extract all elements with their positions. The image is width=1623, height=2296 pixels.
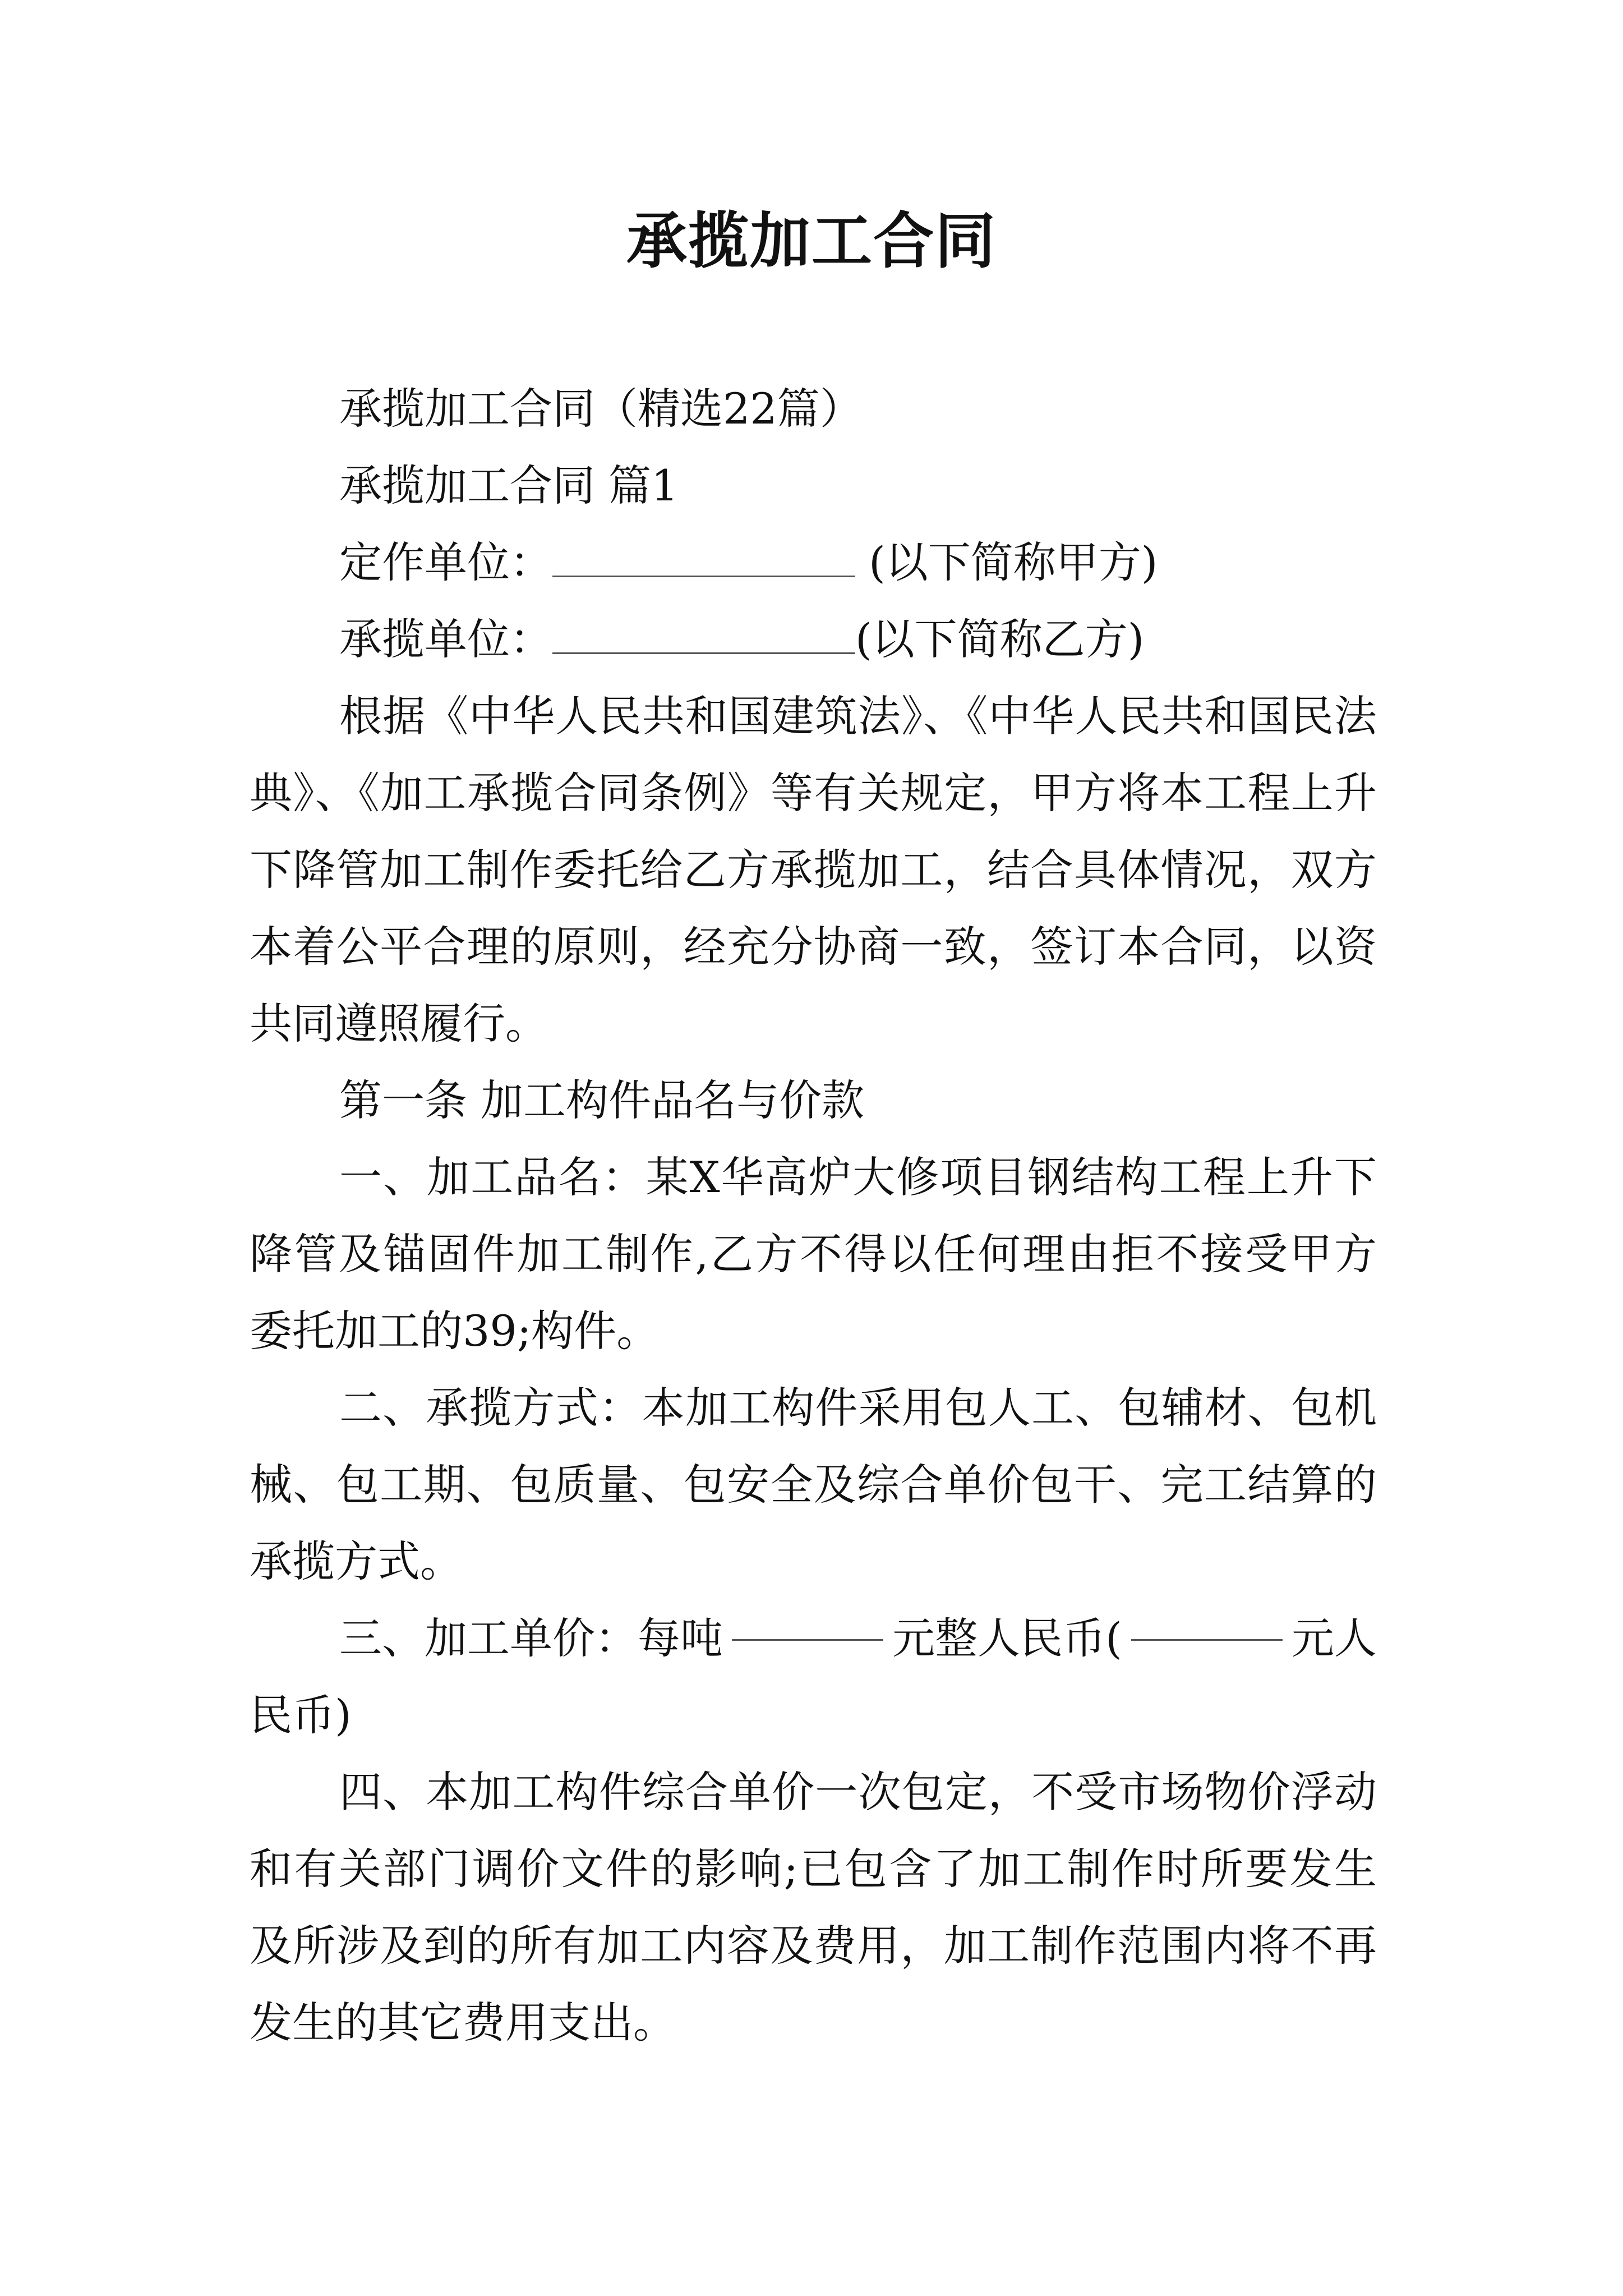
price-blank-2: [1131, 1600, 1283, 1641]
intro-line: 共同遵照履行。: [250, 999, 548, 1048]
item3-line: [250, 1600, 1377, 1677]
party-a-label: 定作单位：: [339, 537, 552, 587]
party-b-label: 承揽单位：: [339, 614, 552, 664]
item3-part2: 元整人民币(: [892, 1613, 1122, 1663]
intro-line: 下降管加工制作委托给乙方承揽加工，结合具体情况，双方: [250, 845, 1377, 895]
party-b-blank: [552, 613, 855, 654]
item4-line: 及所涉及到的所有加工内容及费用，加工制作范围内将不再: [250, 1921, 1377, 1971]
item3-line2: 民币): [250, 1690, 352, 1740]
intro-line: 根据《中华人民共和国建筑法》、《中华人民共和国民法: [339, 691, 1377, 741]
price-blank: [732, 1600, 883, 1641]
document-body: [250, 370, 1377, 2061]
item4-line: 发生的其它费用支出。: [250, 1998, 676, 2047]
party-a-line: [250, 524, 1377, 601]
item4-line: 和有关部门调价文件的影响;已包含了加工制作时所要发生: [250, 1844, 1377, 1894]
party-a-suffix: (以下简称甲方): [855, 537, 1158, 587]
item2-line: 承揽方式。: [250, 1536, 463, 1586]
party-a-blank: [552, 536, 855, 577]
item2-line: 械、包工期、包质量、包安全及综合单价包干、完工结算的: [250, 1460, 1377, 1510]
document-title: 承揽加工合同: [626, 206, 997, 277]
item2-line: 二、承揽方式：本加工构件采用包人工、包辅材、包机: [339, 1383, 1377, 1433]
subtitle: 承揽加工合同（精选22篇）: [339, 384, 863, 434]
item1-line: 一、加工品名：某X华高炉大修项目钢结构工程上升下: [339, 1152, 1377, 1202]
party-b-line: [250, 601, 1377, 678]
intro-line: 本着公平合理的原则，经充分协商一致，签订本合同，以资: [250, 922, 1377, 972]
party-b-suffix: (以下简称乙方): [855, 614, 1145, 664]
item3-part3: 元人: [1291, 1613, 1377, 1663]
item4-line: 四、本加工构件综合单价一次包定，不受市场物价浮动: [339, 1767, 1377, 1817]
item1-line: 降管及锚固件加工制作,乙方不得以任何理由拒不接受甲方: [250, 1229, 1377, 1279]
item1-line: 委托加工的39;构件。: [250, 1306, 660, 1356]
article1-heading: 第一条 加工构件品名与价款: [339, 1075, 865, 1125]
intro-line: 典》、《加工承揽合同条例》等有关规定，甲方将本工程上升: [250, 768, 1377, 818]
section-heading: 承揽加工合同 篇1: [339, 461, 679, 510]
item3-part1: 三、加工单价：每吨: [339, 1613, 723, 1663]
